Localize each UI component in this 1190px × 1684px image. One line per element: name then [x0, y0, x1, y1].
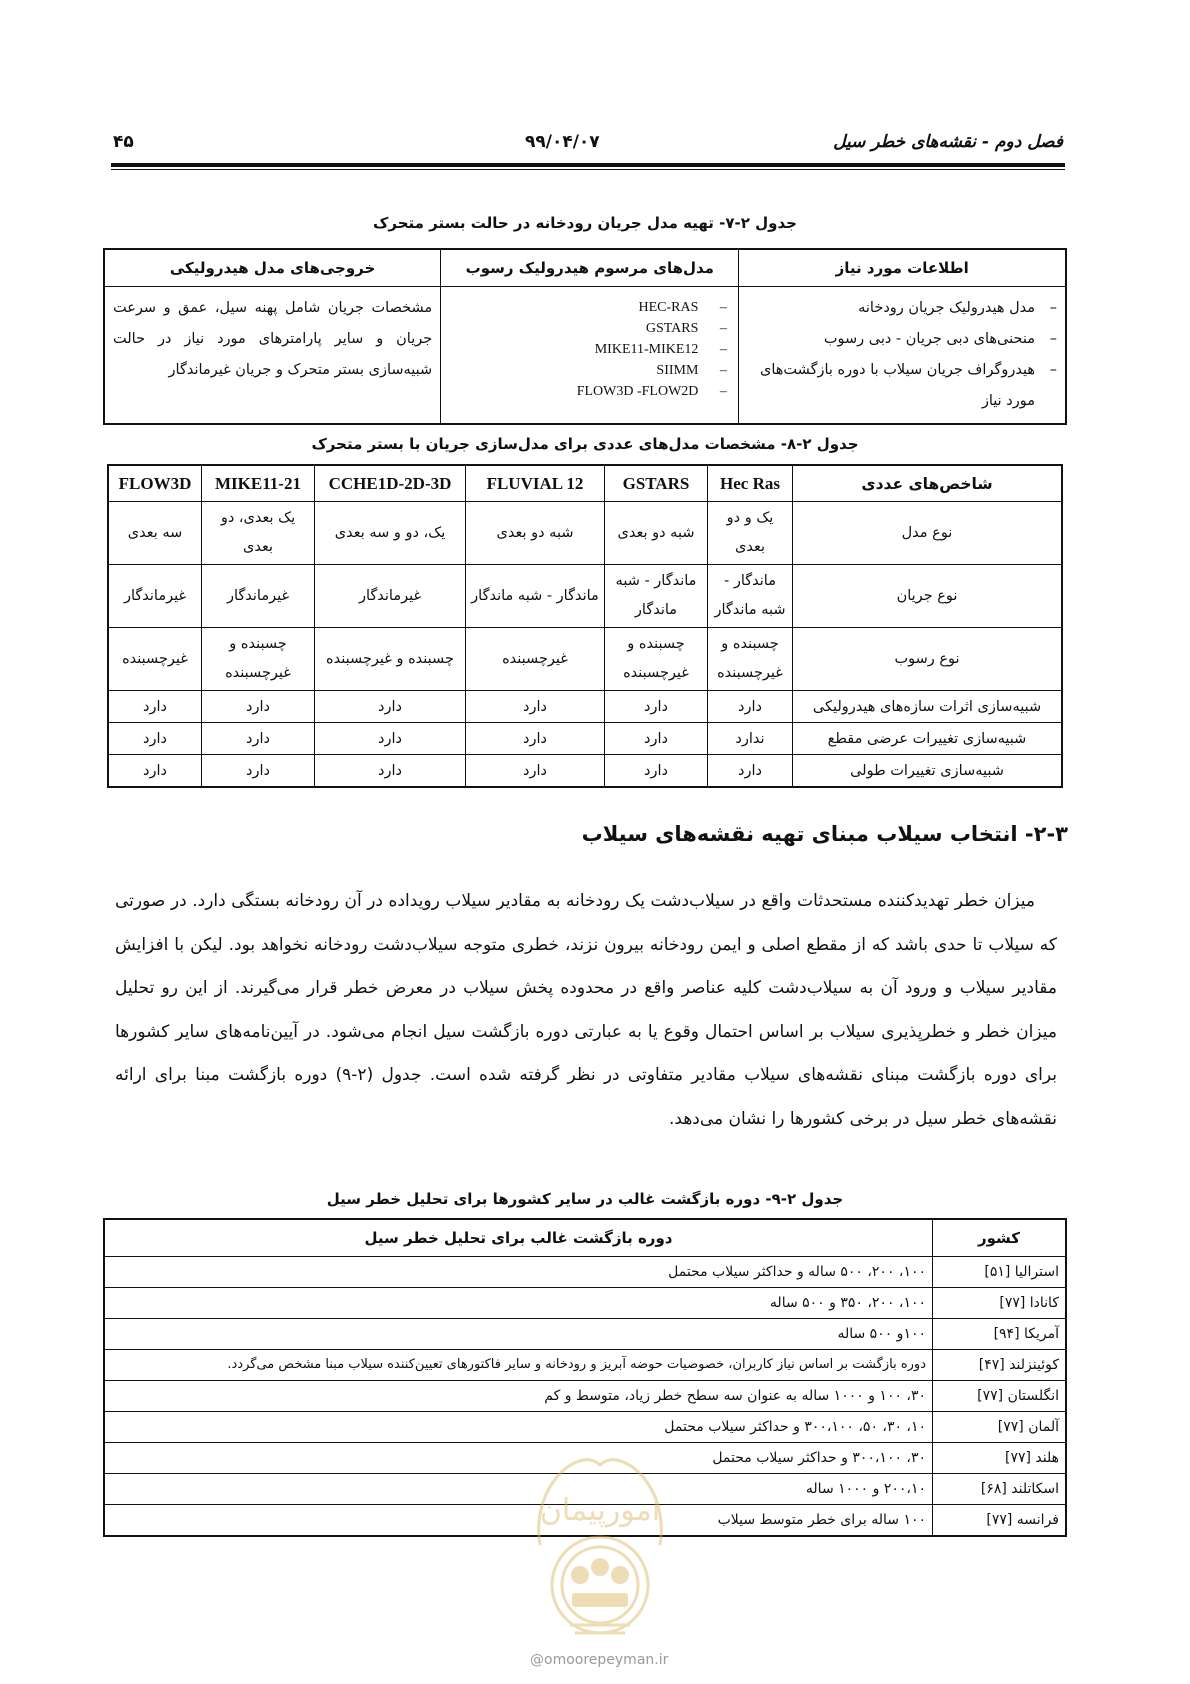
table8-cell: دارد: [466, 723, 605, 755]
table7-header-row: [104, 249, 1066, 287]
table9-caption: جدول ۲-۹- دوره بازگشت غالب در سایر کشورها برای تحلیل خطر سیل: [326, 1190, 844, 1208]
table8-cell: دارد: [708, 755, 793, 788]
table8-row: [108, 565, 1062, 628]
table7-row: [104, 287, 1066, 425]
table7-header-models: مدل‌های مرسوم هیدرولیک رسوب: [441, 249, 739, 287]
table7-header-outputs: خروجی‌های مدل هیدرولیکی: [104, 249, 441, 287]
table7-models-cell: [441, 287, 739, 425]
model-item: MIKE11-MIKE12 –: [594, 342, 727, 357]
table9-header-period: دوره بازگشت غالب برای تحلیل خطر سیل: [104, 1219, 933, 1257]
header-rule-thick: [111, 163, 1065, 167]
table8-cell: دارد: [202, 755, 315, 788]
table8-cell: دارد: [605, 691, 708, 723]
table8-row: [108, 723, 1062, 755]
table8-header-flow3d: FLOW3D: [108, 465, 202, 502]
model-item: SIIMM –: [656, 363, 727, 378]
table8-cell: غیرماندگار: [315, 565, 466, 628]
header-date: ۹۹/۰۴/۰۷: [525, 132, 600, 152]
table8-cell: دارد: [202, 723, 315, 755]
table9-header-country: کشور: [933, 1219, 1067, 1257]
model-item: FLOW3D -FLOW2D –: [576, 384, 727, 399]
requirement-item: – منحنی‌های دبی جریان - دبی رسوب: [747, 324, 1057, 355]
table8-cell: ماندگار - شبه ماندگار: [708, 565, 793, 628]
country-cell: استرالیا [۵۱]: [933, 1257, 1067, 1288]
period-cell: ۲۰۰،۱۰ و ۱۰۰۰ ساله: [104, 1474, 933, 1505]
table8-cell: دارد: [202, 691, 315, 723]
table8-cell: دارد: [708, 691, 793, 723]
table7-requirements-cell: [739, 287, 1066, 425]
country-cell: اسکاتلند [۶۸]: [933, 1474, 1067, 1505]
table8-cell: نوع مدل: [793, 502, 1063, 565]
requirement-item: – هیدروگراف جریان سیلاب با دوره بازگشت‌های مورد نیاز: [747, 355, 1057, 417]
country-cell: انگلستان [۷۷]: [933, 1381, 1067, 1412]
table7-header-requirements: اطلاعات مورد نیاز: [739, 249, 1066, 287]
period-cell: دوره بازگشت بر اساس نیاز کاربران، خصوصیات حوضه آبریز و رودخانه و سایر فاکتورهای تعیین‌کننده سیلاب مبنا مشخص می‌گردد.: [104, 1350, 933, 1381]
table8-cell: ماندگار - شبه ماندگار: [605, 565, 708, 628]
table8-cell: دارد: [315, 755, 466, 788]
table8-cell: شبه دو بعدی: [466, 502, 605, 565]
model-item: GSTARS –: [645, 321, 727, 336]
country-cell: کانادا [۷۷]: [933, 1288, 1067, 1319]
table9-row: [104, 1381, 1066, 1412]
model-item: HEC-RAS –: [638, 300, 727, 315]
table8-cell: دارد: [315, 691, 466, 723]
period-cell: ۱۰۰ ساله برای خطر متوسط سیلاب: [104, 1505, 933, 1537]
table8-cell: غیرماندگار: [202, 565, 315, 628]
table9-row: [104, 1350, 1066, 1381]
table7-caption: جدول ۲-۷- تهیه مدل جریان رودخانه در حالت بستر متحرک: [373, 214, 797, 232]
header-rule-thin: [111, 169, 1065, 170]
country-cell: آمریکا [۹۴]: [933, 1319, 1067, 1350]
period-cell: ۳۰، ۱۰۰ و ۱۰۰۰ ساله به عنوان سه سطح خطر زیاد، متوسط و کم: [104, 1381, 933, 1412]
table8-cell: ندارد: [708, 723, 793, 755]
table9-row: [104, 1319, 1066, 1350]
table8-cell: دارد: [605, 723, 708, 755]
table8-header-index: شاخص‌های عددی: [793, 465, 1063, 502]
table8-cell: یک و دو بعدی: [708, 502, 793, 565]
page-header: [113, 128, 1063, 158]
table8-row: [108, 628, 1062, 691]
models-list: [449, 297, 730, 402]
period-cell: ۱۰۰، ۲۰۰، ۳۵۰ و ۵۰۰ ساله: [104, 1288, 933, 1319]
table8-row: [108, 755, 1062, 788]
country-cell: فرانسه [۷۷]: [933, 1505, 1067, 1537]
table8-header-gstars: GSTARS: [605, 465, 708, 502]
table8-header-mike: MIKE11-21: [202, 465, 315, 502]
svg-text:امورپیمان: امورپیمان: [539, 1493, 661, 1528]
table8-cell: غیرچسبنده: [466, 628, 605, 691]
table8-header-cche: CCHE1D-2D-3D: [315, 465, 466, 502]
table8-cell: یک، دو و سه بعدی: [315, 502, 466, 565]
country-cell: کوئینزلند [۴۷]: [933, 1350, 1067, 1381]
country-cell: آلمان [۷۷]: [933, 1412, 1067, 1443]
period-cell: ۳۰، ۳۰۰،۱۰۰ و حداکثر سیلاب محتمل: [104, 1443, 933, 1474]
table8-cell: چسبنده و غیرچسبنده: [202, 628, 315, 691]
section-heading: ۲-۳- انتخاب سیلاب مبنای تهیه نقشه‌های سیلاب: [581, 822, 1068, 846]
table8-row: [108, 691, 1062, 723]
table9-row: [104, 1288, 1066, 1319]
table7: [103, 248, 1067, 425]
table8-cell: شبه دو بعدی: [605, 502, 708, 565]
table8: [107, 464, 1063, 788]
table9-header-row: [104, 1219, 1066, 1257]
table8-cell: نوع جریان: [793, 565, 1063, 628]
table8-cell: دارد: [108, 723, 202, 755]
table8-cell: دارد: [108, 691, 202, 723]
table8-header-hecras: Hec Ras: [708, 465, 793, 502]
footer-url: @omoorepeyman.ir: [530, 1652, 669, 1668]
period-cell: ۱۰، ۳۰، ۵۰، ۳۰۰،۱۰۰ و حداکثر سیلاب محتمل: [104, 1412, 933, 1443]
paragraph-text: میزان خطر تهدیدکننده مستحدثات واقع در سیلاب‌دشت یک رودخانه به مقادیر سیلاب رویداده در آن رودخانه بستگی دارد. در صورتی که سیلاب تا حدی باشد که از مقطع اصلی و ایمن رودخانه بیرون نزند، خطری متوجه سیلاب‌دشت رودخانه نخواهد بود. لیکن با افزایش مقادیر سیلاب و ورود آن به سیلاب‌دشت کلیه عناصر واقع در محدوده پخش سیلاب در معرض خطر قرار می‌گیرند. از این رو تحلیل میزان خطر و خطرپذیری سیلاب بر اساس احتمال وقوع یا به عبارتی دوره بازگشت سیل انجام می‌شود. در آیین‌نامه‌های سایر کشورها برای دوره بازگشت مبنای نقشه‌های سیلاب مقادیر متفاوتی در نظر گرفته شده است. جدول (۲-۹) دوره بازگشت مبنا برای ارائه نقشه‌های خطر سیل در برخی کشورها را نشان می‌دهد.: [115, 891, 1057, 1129]
period-cell: ۱۰۰و ۵۰۰ ساله: [104, 1319, 933, 1350]
table8-cell: دارد: [466, 755, 605, 788]
table8-row: [108, 502, 1062, 565]
table8-cell: غیرچسبنده: [108, 628, 202, 691]
table8-cell: شبیه‌سازی اثرات سازه‌های هیدرولیکی: [793, 691, 1063, 723]
table8-header-fluvial: FLUVIAL 12: [466, 465, 605, 502]
requirements-list: [747, 293, 1057, 417]
table8-cell: ماندگار - شبه ماندگار: [466, 565, 605, 628]
table8-cell: چسبنده و غیرچسبنده: [605, 628, 708, 691]
table9-row: [104, 1257, 1066, 1288]
table8-cell: شبیه‌سازی تغییرات عرضی مقطع: [793, 723, 1063, 755]
table8-cell: سه بعدی: [108, 502, 202, 565]
table8-cell: دارد: [466, 691, 605, 723]
table8-cell: دارد: [315, 723, 466, 755]
table8-header-row: [108, 465, 1062, 502]
chapter-title: فصل دوم - نقشه‌های خطر سیل: [833, 132, 1063, 152]
table8-caption: جدول ۲-۸- مشخصات مدل‌های عددی برای مدل‌سازی جریان با بستر متحرک: [311, 435, 859, 453]
table8-cell: دارد: [605, 755, 708, 788]
table8-cell: یک بعدی، دو بعدی: [202, 502, 315, 565]
page-number: ۴۵: [113, 132, 134, 152]
requirement-item: – مدل هیدرولیک جریان رودخانه: [747, 293, 1057, 324]
country-cell: هلند [۷۷]: [933, 1443, 1067, 1474]
period-cell: ۱۰۰، ۲۰۰، ۵۰۰ ساله و حداکثر سیلاب محتمل: [104, 1257, 933, 1288]
table8-cell: شبیه‌سازی تغییرات طولی: [793, 755, 1063, 788]
body-paragraph: [115, 880, 1057, 1141]
table8-cell: دارد: [108, 755, 202, 788]
table8-cell: چسبنده و غیرچسبنده: [315, 628, 466, 691]
table8-cell: غیرماندگار: [108, 565, 202, 628]
table8-cell: چسبنده و غیرچسبنده: [708, 628, 793, 691]
watermark-logo: [500, 1425, 700, 1645]
table8-cell: نوع رسوب: [793, 628, 1063, 691]
table7-outputs-cell: مشخصات جریان شامل پهنه سیل، عمق و سرعت جریان و سایر پارامترهای مورد نیاز در حالت شبیه‌سازی بستر متحرک و جریان غیرماندگار: [104, 287, 441, 425]
